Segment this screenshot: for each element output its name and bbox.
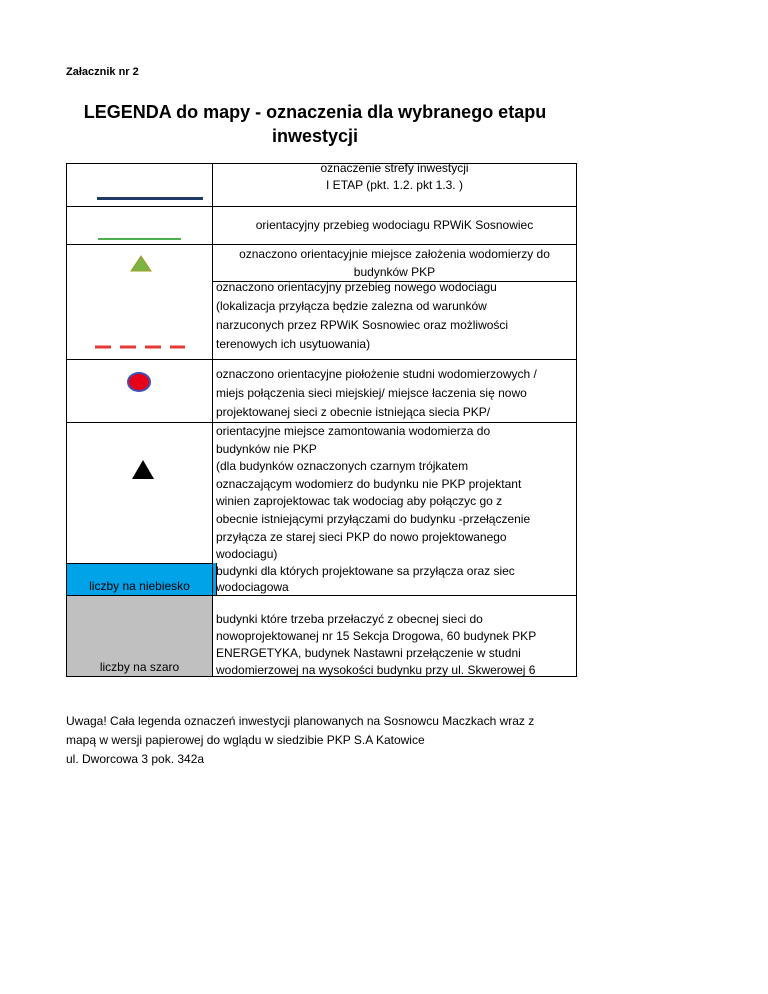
legend-symbol-cell — [66, 244, 212, 282]
legend-text-line: wodociagu) — [216, 547, 278, 562]
legend-text-line: winien zaprojektowac tak wodociag aby połączyc go z — [216, 494, 503, 509]
legend-row — [66, 359, 577, 422]
legend-row — [66, 206, 577, 244]
legend-text-line: (lokalizacja przyłącza będzie zalezna od warunków — [216, 299, 487, 313]
legend-text-line: oznaczającym wodomierz do budynku nie PKP projektant — [216, 476, 522, 491]
legend-text-line: (dla budynków oznaczonych czarnym trójkatem — [216, 459, 469, 474]
legend-description — [212, 595, 577, 677]
legend-row — [66, 163, 577, 206]
legend-symbol-cell — [66, 359, 212, 422]
legend-table — [66, 163, 577, 677]
legend-text-line: narzuconych przez RPWiK Sosnowiec oraz możliwości — [216, 318, 509, 332]
legend-text-line: projektowanej sieci z obecnie istniejąca siecia PKP/ — [216, 405, 491, 419]
legend-description — [212, 563, 577, 595]
legend-text-line: nowoprojektowanej nr 15 Sekcja Drogowa, 60 budynek PKP — [216, 629, 537, 643]
legend-text-line: oznaczenie strefy inwestycji — [320, 163, 469, 175]
legend-text-line: wodomierzowej na wysokości budynku przy ul. Skwerowej 6 — [216, 663, 536, 677]
legend-text-line: budynków PKP — [353, 265, 436, 279]
legend-symbol-cell — [66, 422, 212, 563]
legend-description — [212, 422, 577, 563]
legend-text-line: budynki dla których projektowane sa przyłącza oraz siec — [216, 564, 515, 578]
annex-label: Załacznik nr 2 — [66, 66, 139, 78]
legend-text-line: oznaczono orientacyjny przebieg nowego wodociagu — [216, 281, 497, 294]
legend-text-line: orientacyjny przebieg wodociagu RPWiK Sosnowiec — [255, 218, 534, 232]
legend-row — [66, 244, 577, 282]
green-line-icon — [98, 238, 181, 240]
legend-row — [66, 422, 577, 563]
footer-note — [66, 712, 626, 769]
green-triangle-icon — [67, 245, 213, 283]
legend-text-line: przyłącza ze starej sieci PKP do nowo projektowanego — [216, 529, 507, 544]
legend-text-line: budynki które trzeba przełaczyć z obecnej sieci do — [216, 612, 483, 626]
legend-symbol-cell — [66, 163, 212, 206]
legend-description — [212, 359, 577, 422]
blue-cell-swatch — [66, 563, 212, 595]
blue-cell-label: liczby na niebiesko — [89, 579, 190, 593]
legend-description — [212, 281, 577, 359]
legend-text-line: obecnie istniejącymi przyłączami do budynku -przełączenie — [216, 511, 531, 526]
note-line: ul. Dworcowa 3 pok. 342a — [66, 752, 205, 766]
legend-text-line: wodociagowa — [216, 580, 289, 594]
legend-text-line: miejs połączenia sieci miejskiej/ miejsce łaczenia się nowo — [216, 386, 527, 400]
gray-cell-label: liczby na szaro — [99, 660, 180, 674]
navy-line-icon — [97, 197, 203, 200]
legend-description — [212, 163, 577, 206]
legend-symbol-cell — [66, 206, 212, 244]
legend-text-line: ENERGETYKA, budynek Nastawni przełączenie w studni — [216, 646, 521, 660]
legend-row — [66, 595, 577, 677]
page-title: LEGENDA do mapy - oznaczenia dla wybranego etapu inwestycji — [83, 102, 547, 146]
legend-description — [212, 206, 577, 244]
legend-text-line: oznaczono orientacyjnie miejsce założenia wodomierzy do — [239, 247, 550, 261]
legend-description — [212, 244, 577, 282]
legend-row — [66, 563, 577, 595]
black-triangle-icon — [67, 423, 213, 564]
legend-row — [66, 282, 577, 359]
legend-text-line: terenowych ich usytuowania) — [216, 337, 371, 351]
legend-text-line: orientacyjne miejsce zamontowania wodomierza do — [216, 424, 491, 438]
legend-symbol-cell — [66, 282, 212, 359]
legend-text-line: budynków nie PKP — [216, 441, 317, 456]
red-dashed-line-icon — [67, 282, 213, 359]
note-line: mapą w wersji papierowej do wglądu w siedzibie PKP S.A Katowice — [66, 733, 425, 747]
legend-text-line: I ETAP (pkt. 1.2. pkt 1.3. ) — [326, 178, 463, 192]
red-circle-icon — [67, 360, 213, 423]
legend-text-line: oznaczono orientacyjne piołożenie studni wodomierzowych / — [216, 367, 537, 381]
gray-cell-swatch — [66, 595, 212, 677]
note-line: Uwaga! Cała legenda oznaczeń inwestycji planowanych na Sosnowcu Maczkach wraz z — [66, 714, 535, 728]
